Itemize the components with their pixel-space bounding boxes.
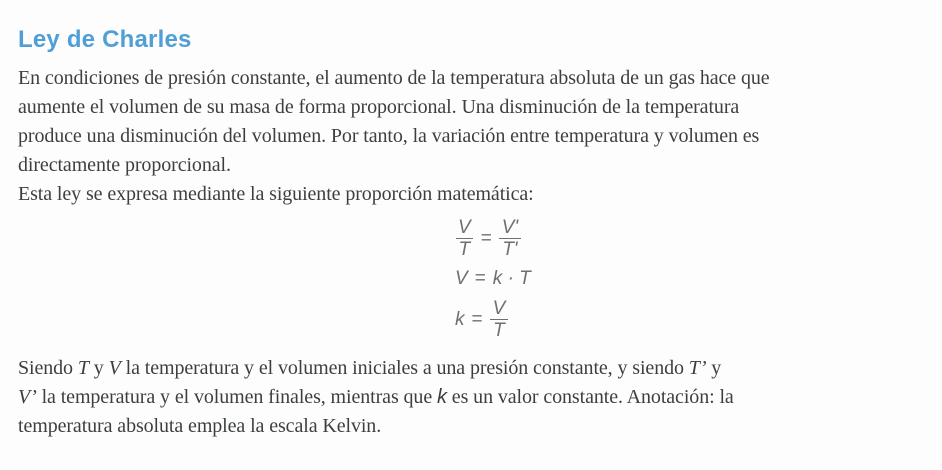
section-heading: Ley de Charles [18,26,192,53]
text-segment: y [706,357,722,379]
formula-rhs: k · T [492,268,531,289]
formula-proportion [455,217,926,260]
fraction-final [499,217,521,260]
text-segment: la temperatura y el volumen iniciales a una presión constante, y siendo [120,357,689,379]
text-segment: temperatura absoluta emplea la escala Kelvin. [18,415,382,437]
text-segment: y [88,357,109,379]
formula-lhs: V [455,268,468,289]
text-segment: Siendo [18,357,78,379]
text-segment: la temperatura y el volumen finales, mientras que [36,386,437,408]
math-variable-T: T [77,357,89,379]
formula-linear [455,267,926,291]
math-variable-V-prime: V’ [18,386,37,408]
math-variable-k: k [437,386,447,408]
paragraph-line: aumente el volumen de su masa de forma proporcional. Una disminución de la temperatura [18,96,740,118]
paragraph-line: En condiciones de presión constante, el aumento de la temperatura absoluta de un gas hace que [18,67,770,89]
paragraph-line [18,354,926,383]
fraction-numerator: V [492,298,506,319]
paragraph-line: produce una disminución del volumen. Por tanto, la variación entre temperatura y volumen es [18,125,760,147]
closing-paragraph [18,354,926,441]
formula-constant [455,298,926,341]
paragraph-line: directamente proporcional. [18,154,231,176]
formula-block [455,217,926,341]
fraction-denominator: T [456,238,474,260]
fraction-ratio [490,298,509,341]
paragraph-line [18,412,926,441]
paragraph-line: Esta ley se expresa mediante la siguiente proporción matemática: [18,183,534,205]
equals-sign: = [471,308,483,330]
fraction-denominator: T [490,319,508,341]
equals-sign: = [480,227,492,249]
math-variable-T-prime: T’ [688,357,707,379]
fraction-initial [455,217,474,260]
fraction-denominator: T' [499,238,520,260]
equals-sign: = [474,268,486,289]
text-segment: es un valor constante. Anotación: la [446,386,734,408]
fraction-numerator: V [458,217,471,238]
intro-paragraph [18,64,926,209]
paragraph-line [18,383,926,412]
math-variable-V: V [108,357,121,379]
formula-lhs: k [455,308,465,330]
fraction-numerator: V' [501,217,519,238]
